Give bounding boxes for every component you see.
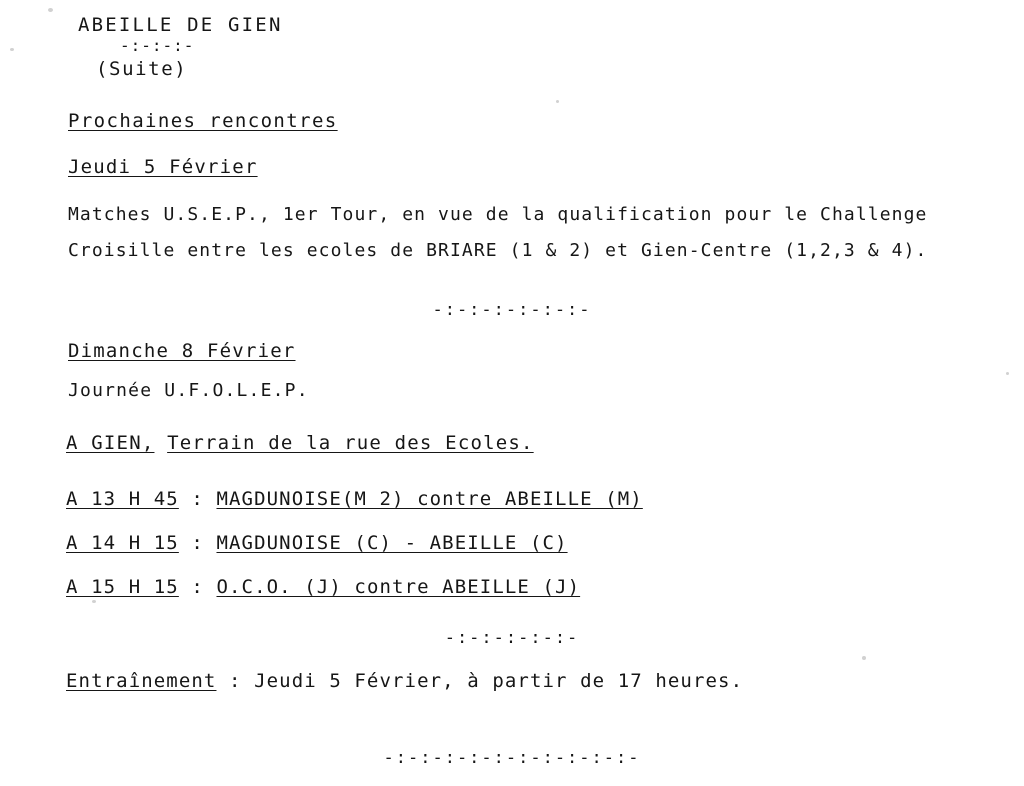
separator-3: -:-:-:-:-:-:-:-:-:-:- — [383, 748, 641, 768]
paragraph-line-1: Matches U.S.E.P., 1er Tour, en vue de la qualification pour le Challenge — [68, 204, 928, 225]
document-title: ABEILLE DE GIEN — [78, 14, 283, 36]
match-row — [66, 576, 580, 598]
match-separator: : — [178, 488, 217, 510]
date-heading-jeudi: Jeudi 5 Février — [68, 156, 258, 178]
training-line — [66, 670, 743, 692]
match-teams: MAGDUNOISE(M 2) contre ABEILLE (M) — [216, 488, 643, 510]
match-time: A 13 H 45 — [66, 488, 179, 510]
scan-speck — [862, 656, 866, 660]
scan-speck — [1006, 372, 1009, 375]
scan-speck — [10, 48, 14, 51]
section-heading-prochaines-rencontres: Prochaines rencontres — [68, 110, 338, 132]
match-teams: MAGDUNOISE (C) - ABEILLE (C) — [216, 532, 568, 554]
date-heading-dimanche: Dimanche 8 Février — [68, 340, 296, 362]
scan-speck — [48, 8, 53, 12]
scan-speck — [92, 600, 96, 603]
training-text: : Jeudi 5 Février, à partir de 17 heures. — [216, 670, 744, 692]
separator-1: -:-:-:-:-:-:- — [432, 300, 592, 320]
match-time: A 15 H 15 — [66, 576, 179, 598]
venue-address: Terrain de la rue des Ecoles. — [167, 432, 534, 454]
scan-speck — [556, 100, 559, 103]
venue-line — [66, 432, 534, 454]
match-time: A 14 H 15 — [66, 532, 179, 554]
separator-2: -:-:-:-:-:- — [444, 628, 580, 648]
paragraph-journee: Journée U.F.O.L.E.P. — [68, 380, 309, 401]
training-label: Entraînement — [66, 670, 217, 692]
match-row — [66, 532, 568, 554]
match-row — [66, 488, 643, 510]
document-subtitle: (Suite) — [96, 58, 188, 80]
match-teams: O.C.O. (J) contre ABEILLE (J) — [216, 576, 581, 598]
match-separator: : — [178, 532, 217, 554]
match-separator: : — [178, 576, 217, 598]
title-rule: -:-:-:- — [120, 36, 195, 55]
venue-city: A GIEN, — [66, 432, 155, 454]
paragraph-line-2: Croisille entre les ecoles de BRIARE (1 & 2) et Gien-Centre (1,2,3 & 4). — [68, 240, 928, 261]
